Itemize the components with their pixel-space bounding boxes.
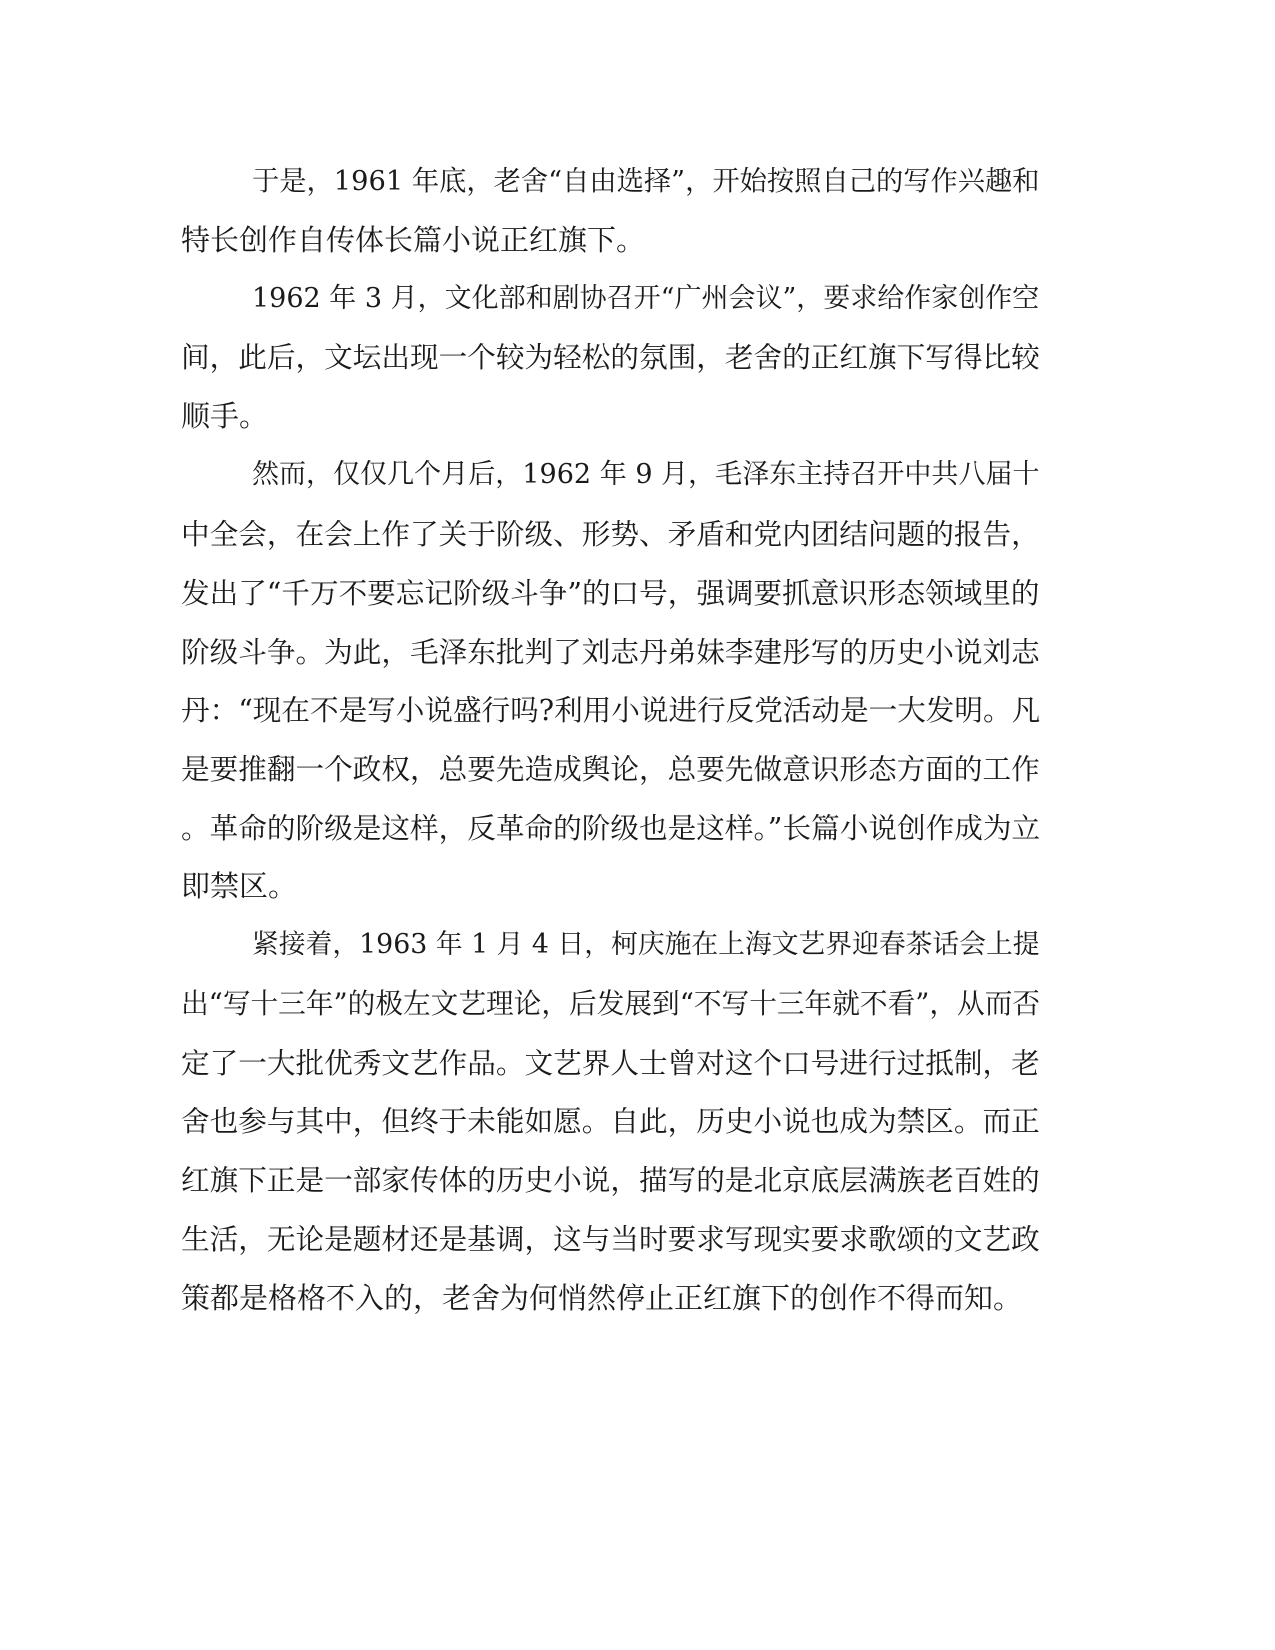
text-line: 于是，1961 年底，老舍“自由选择”，开始按照自己的写作兴趣和 (252, 166, 1040, 197)
text-line: 然而，仅仅几个月后，1962 年 9 月，毛泽东主持召开中共八届十 (252, 459, 1040, 490)
text-line: 舍也参与其中，但终于未能如愿。自此，历史小说也成为禁区。而正 (181, 1104, 1040, 1138)
text-line: 策都是格格不入的，老舍为何悄然停止正红旗下的创作不得而知。 (181, 1281, 1023, 1315)
text-line: 1962 年 3 月，文化部和剧协召开“广州会议”，要求给作家创作空 (252, 283, 1040, 314)
text-line: 红旗下正是一部家传体的历史小说，描写的是北京底层满族老百姓的 (181, 1163, 1040, 1197)
text-line: 。革命的阶级是这样，反革命的阶级也是这样。”长篇小说创作成为立 (181, 811, 1041, 845)
text-line: 发出了“千万不要忘记阶级斗争”的口号，强调要抓意识形态领域里的 (181, 576, 1040, 610)
text-line: 顺手。 (181, 399, 269, 433)
text-line: 生活，无论是题材还是基调，这与当时要求写现实要求歌颂的文艺政 (181, 1222, 1040, 1256)
text-line: 紧接着，1963 年 1 月 4 日，柯庆施在上海文艺界迎春茶话会上提 (252, 929, 1040, 960)
text-line: 即禁区。 (181, 869, 298, 903)
text-line: 特长创作自传体长篇小说正红旗下。 (181, 223, 646, 257)
text-line: 丹：“现在不是写小说盛行吗?利用小说进行反党活动是一大发明。凡 (181, 693, 1041, 727)
text-line: 定了一大批优秀文艺作品。文艺界人士曾对这个口号进行过抵制，老 (181, 1046, 1040, 1080)
text-line: 是要推翻一个政权，总要先造成舆论，总要先做意识形态方面的工作 (181, 752, 1040, 786)
text-line: 出“写十三年”的极左文艺理论，后发展到“不写十三年就不看”，从而否 (181, 987, 1041, 1020)
text-line: 中全会，在会上作了关于阶级、形势、矛盾和党内团结问题的报告， (181, 517, 1040, 551)
text-line: 间，此后，文坛出现一个较为轻松的氛围，老舍的正红旗下写得比较 (181, 340, 1040, 374)
text-line: 阶级斗争。为此，毛泽东批判了刘志丹弟妹李建彤写的历史小说刘志 (181, 635, 1040, 669)
